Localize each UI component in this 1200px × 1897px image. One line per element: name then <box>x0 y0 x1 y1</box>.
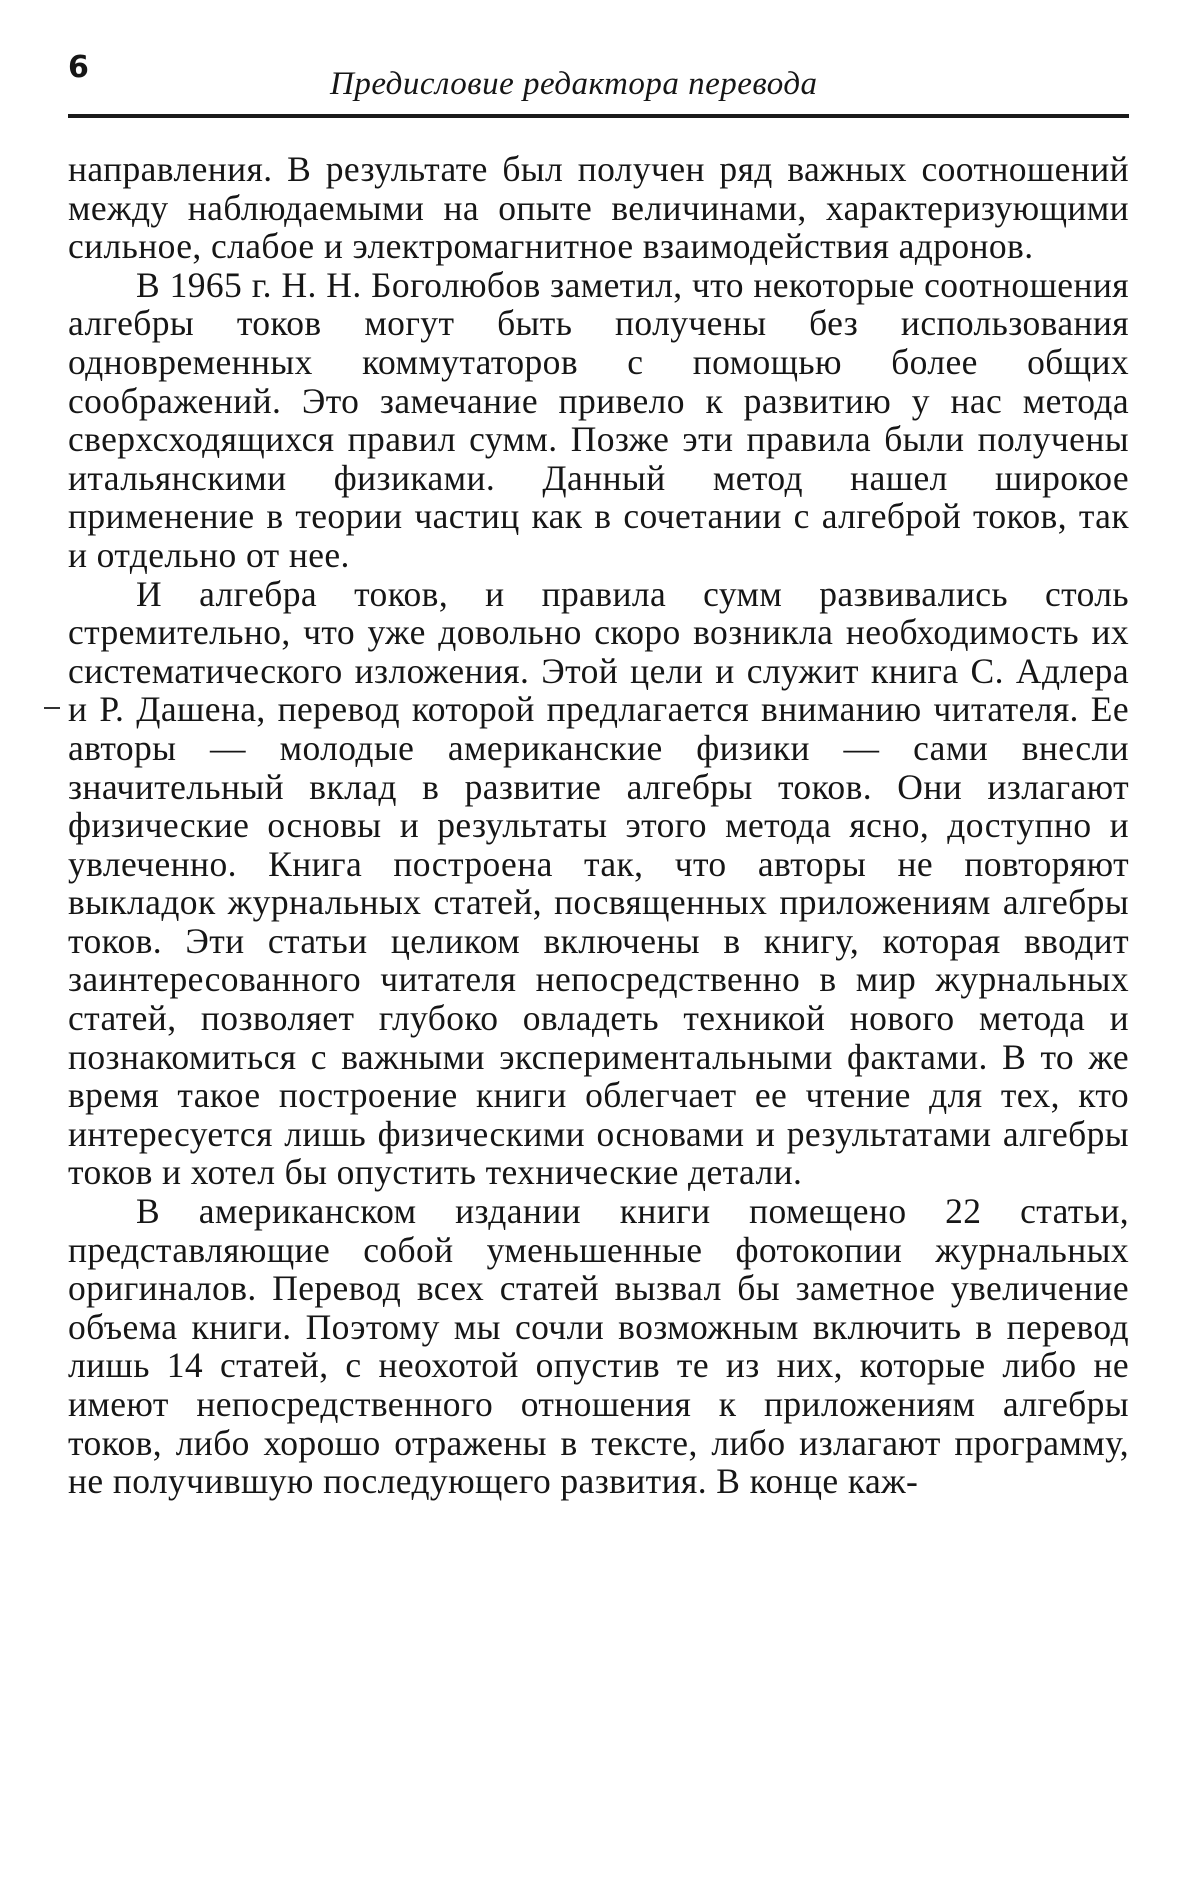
paragraph-1: направления. В результате был получен ряд важных соотношений между наблюдаемыми на опыте величинами, характеризующими сильное, слабое и электромагнитное взаимодействия адронов. <box>68 149 1129 267</box>
paragraph-3: И алгебра токов, и правила сумм развивались столь стремительно, что уже довольно скоро возникла необходимость их систематического изложения. Этой цели и служит книга С. Адлера и Р. Дашена, перевод которой предлагается вниманию читателя. Ее авторы — молодые американские физики — сами внесли значительный вклад в развитие алгебры токов. Они излагают физические основы и результаты этого метода ясно, доступно и увлеченно. Книга построена так, что авторы не повторяют выкладок журнальных статей, посвященных приложениям алгебры токов. Эти статьи целиком включены в книгу, которая вводит заинтересованного читателя непосредственно в мир журнальных статей, позволяет глубоко овладеть техникой нового метода и познакомиться с важными экспериментальными фактами. В то же время такое построение книги облегчает ее чтение для тех, кто интересуется лишь физическими основами и результатами алгебры токов и хотел бы опустить технические детали. <box>68 573 1129 1193</box>
page-number: 6 <box>68 50 89 85</box>
header-rule <box>68 114 1129 118</box>
running-title: Предисловие редактора перевода <box>330 66 818 102</box>
body-text <box>68 150 1129 1501</box>
paragraph-4: В американском издании книги помещено 22 статьи, представляющие собой уменьшенные фотокопии журнальных оригиналов. Перевод всех статей вызвал бы заметное увеличение объема книги. Поэтому мы сочли возможным включить в перевод лишь 14 статей, с неохотой опустив те из них, которые либо не имеют непосредственного отношения к приложениям алгебры токов, либо хорошо отражены в тексте, либо излагают программу, не получившую последующего развития. В конце каж- <box>68 1191 1129 1502</box>
margin-mark <box>44 707 60 709</box>
paragraph-2: В 1965 г. Н. Н. Боголюбов заметил, что некоторые соотношения алгебры токов могут быть получены без использования одновременных коммутаторов с помощью более общих соображений. Это замечание привело к развитию у нас метода сверхсходящихся правил сумм. Позже эти правила были получены итальянскими физиками. Данный метод нашел широкое применение в теории частиц как в сочетании с алгеброй токов, так и отдельно от нее. <box>68 264 1129 575</box>
